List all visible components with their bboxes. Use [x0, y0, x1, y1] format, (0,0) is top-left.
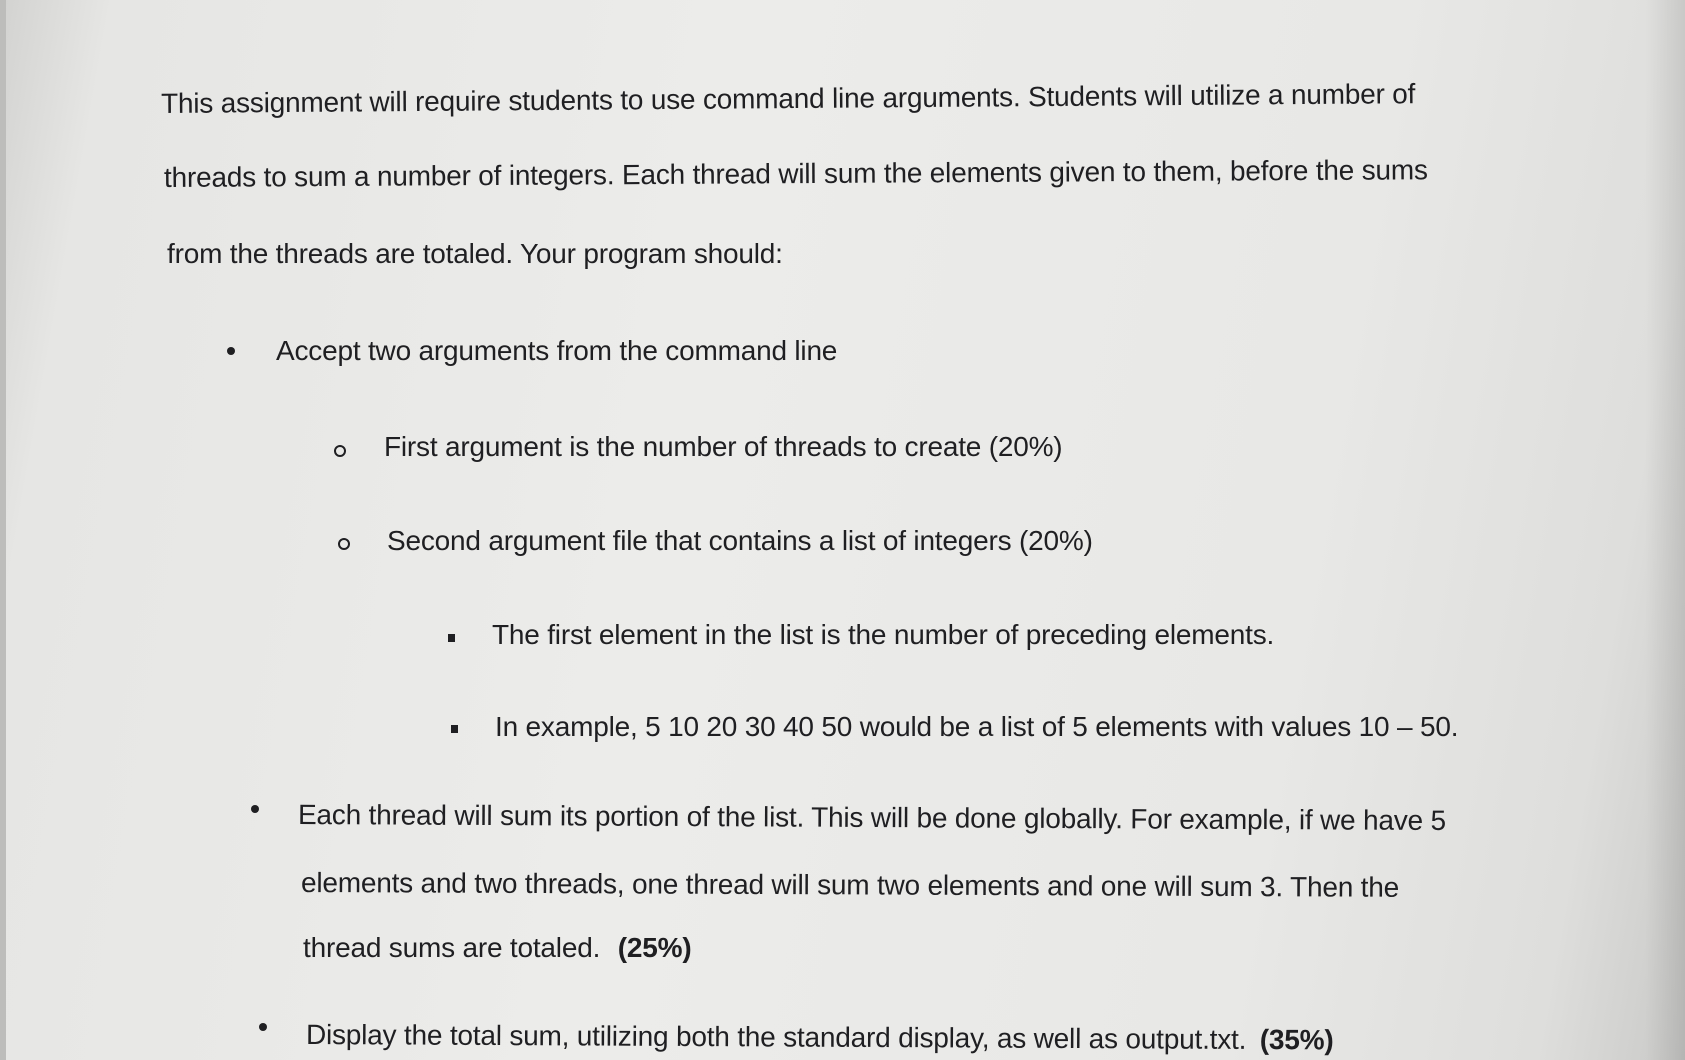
intro-line-1: This assignment will require students to use command line arguments. Students will utilize a number of — [160, 78, 1416, 119]
bullet-3-line — [306, 1021, 1334, 1054]
bullet-1-sub-2-text: Second argument file that contains a list of integers (20%) — [387, 525, 1093, 556]
bullet-2-line-3 — [303, 934, 691, 962]
bullet-1-sub-1-text: First argument is the number of threads to create (20%) — [384, 431, 1063, 462]
bullet-3-percent: (35%) — [1259, 1023, 1334, 1056]
bullet-disc-icon — [227, 347, 235, 355]
bullet-square-icon — [451, 725, 458, 733]
bullet-circle-icon — [338, 538, 350, 550]
bullet-disc-icon — [251, 805, 259, 813]
bullet-1-sub-2-a-text: The first element in the list is the number of preceding elements. — [492, 619, 1275, 650]
page-edge-left — [0, 0, 6, 1060]
intro-line-2: threads to sum a number of integers. Each thread will sum the elements given to them, before the sums — [163, 154, 1428, 193]
intro-line-3: from the threads are totaled. Your program should: — [167, 238, 783, 269]
bullet-disc-icon — [259, 1023, 267, 1031]
bullet-circle-icon — [334, 445, 346, 457]
bullet-2-line-1: Each thread will sum its portion of the list. This will be done globally. For example, if we have 5 — [297, 799, 1447, 837]
bullet-square-icon — [448, 634, 455, 642]
page-edge-shadow — [1645, 0, 1685, 1060]
bullet-3-text: Display the total sum, utilizing both the standard display, as well as output.txt. — [305, 1019, 1247, 1055]
bullet-2-line-2: elements and two threads, one thread will sum two elements and one will sum 3. Then the — [300, 867, 1400, 903]
bullet-2-line-3-text: thread sums are totaled. — [303, 932, 601, 963]
bullet-1-sub-2-b-text: In example, 5 10 20 30 40 50 would be a list of 5 elements with values 10 – 50. — [495, 711, 1459, 742]
bullet-2-percent: (25%) — [617, 932, 692, 963]
bullet-1-text: Accept two arguments from the command line — [276, 335, 838, 366]
